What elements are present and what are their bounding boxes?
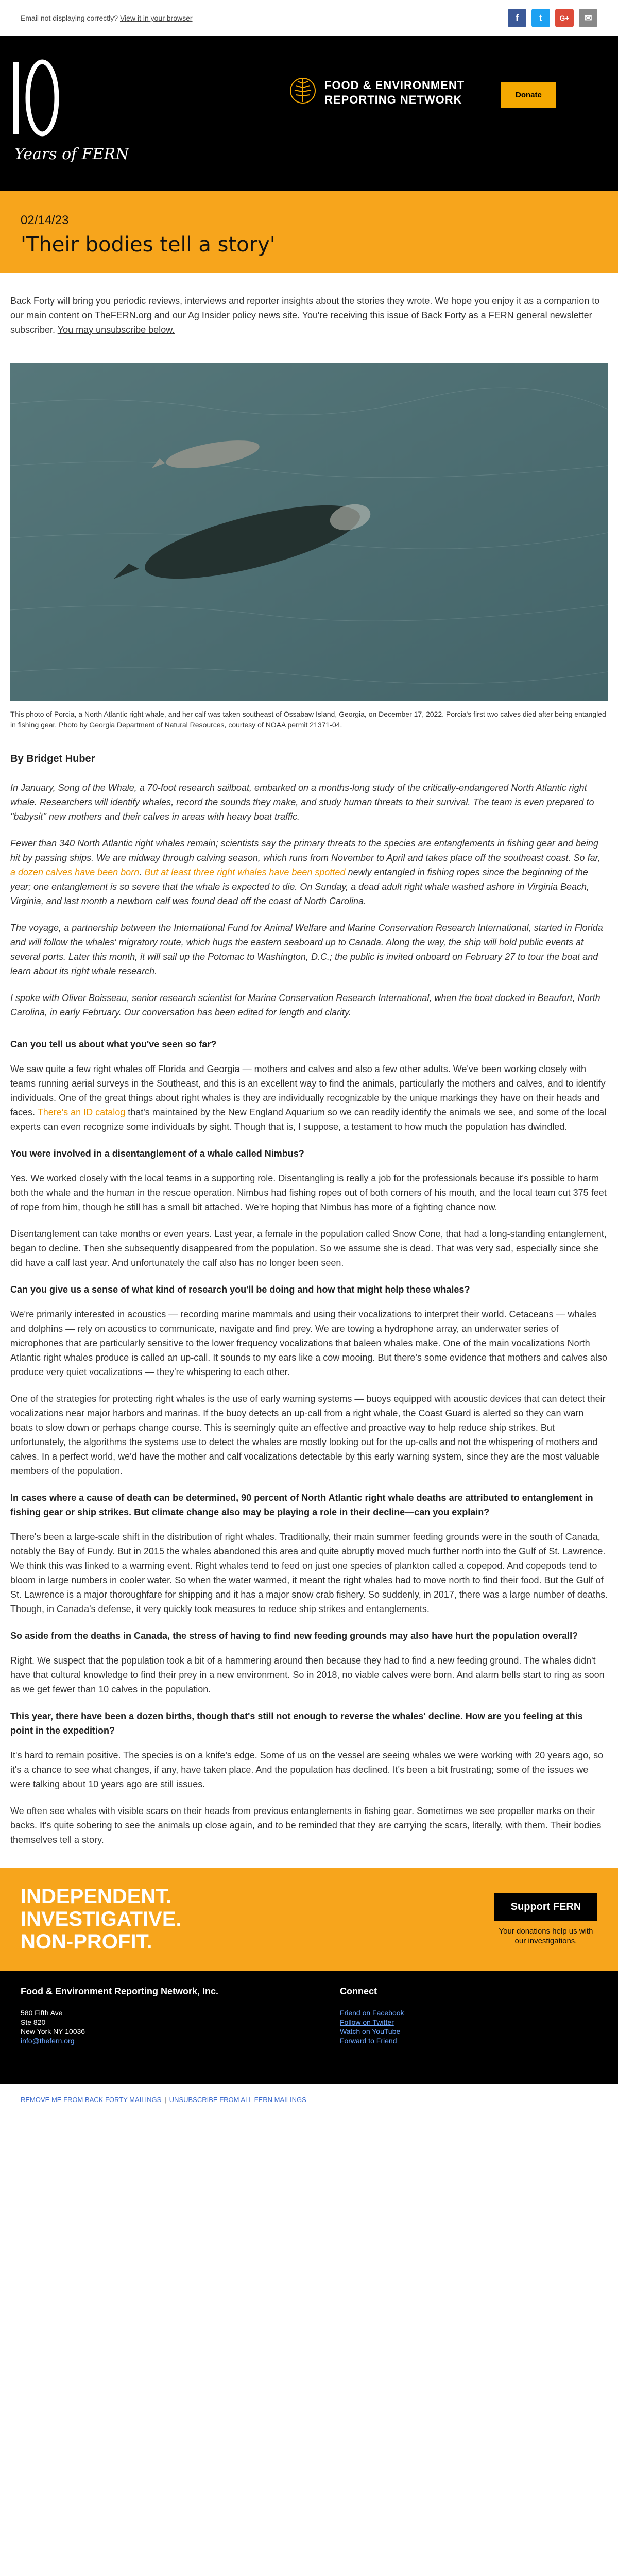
slogan-line-1: INDEPENDENT. — [21, 1885, 172, 1908]
photo-caption: This photo of Porcia, a North Atlantic right whale, and her calf was taken southeast of Ossabaw Island, Georgia, on December 17, 2022. Porcia's first two calves died after being entangled in fishing gear. Photo by Georgia Department of Natural Resources, courtesy of NOAA permit 21371-04. — [10, 710, 606, 729]
unsub-separator: | — [164, 2095, 166, 2104]
question-3: Can you give us a sense of what kind of research you'll be doing and how that might help these whales? — [10, 1284, 470, 1295]
twitter-icon[interactable]: t — [531, 9, 550, 27]
unsubscribe-below-link[interactable]: You may unsubscribe below. — [57, 325, 175, 335]
answer-2b: Disentanglement can take months or even years. Last year, a female in the population called Snow Cone, that had a long-standing entanglement, began to decline. Then she subsequently disappeared from the population. So we assume she is dead. That was very sad, especially since she did have a calf last year. And unfortunately the calf also has no longer been seen. — [10, 1229, 607, 1268]
watch-on-youtube-link[interactable]: Watch on YouTube — [340, 2027, 401, 2036]
intro-italic-2-text-a: Fewer than 340 North Atlantic right whales remain; scientists say the primary threats to the species are entanglements in fishing gear and being hit by passing ships. We are midway through calving season, which runs from November to April and takes place off the southeast coast. So far, — [10, 838, 600, 863]
display-notice: Email not displaying correctly? — [21, 14, 118, 22]
ten-years-logo — [10, 41, 62, 144]
answer-6b: We often see whales with visible scars on their heads from previous entanglements in fishing gear. Sometimes we see propeller marks on their backs. It's quite sobering to see the animals up close again, and to be reminded that they are carrying the scars, literally, with them. Their bodies themselves tell a story. — [10, 1806, 602, 1845]
byline: By Bridget Huber — [10, 753, 95, 765]
preheader — [0, 0, 618, 36]
preheader-text — [21, 14, 193, 22]
intro-italic-2 — [10, 836, 608, 908]
address-line-2: Ste 820 — [21, 2018, 46, 2026]
view-in-browser-link[interactable]: View it in your browser — [119, 14, 193, 22]
answer-4: There's been a large-scale shift in the distribution of right whales. Traditionally, their main summer feeding grounds were in the south of Canada, notably the Bay of Fundy. But in 2015 the whales abandoned this area and quite abruptly moved much further north into the Gulf of St. Lawrence. We think this was linked to a warming event. Right whales tend to feed on just one species of plankton called a copepod. And copepods tend to bloom in large numbers in cooler water. So when the water warmed, it meant the right whales had to move north to find their food. But the Gulf of St. Lawrence is a major thoroughfare for shipping and it has a major snow crab fishery. So suddenly, in 2017, there was a large number of deaths. Though, in Canada's defense, it very quickly took measures to reduce ship strikes and entanglements. — [10, 1532, 608, 1614]
hero-banner — [0, 36, 618, 191]
article-content — [0, 273, 618, 1868]
question-2: You were involved in a disentanglement of a whale called Nimbus? — [10, 1148, 304, 1159]
address-line-3: New York NY 10036 — [21, 2027, 85, 2036]
answer-3: We're primarily interested in acoustics — recording marine mammals and using their vocalizations to interpret their world. Cetaceans — whales and dolphins — rely on acoustics to communicate, navigate and find prey. We are towing a hydrophone array, an underwater series of microphones that are particularly sensitive to the lower frequency vocalizations that baleen whales make. One of the main vocalizations North Atlantic right whales produce is called an up-call. It sounds to my ears like a cow mooing. But there's some evidence that mothers and calves also produce very quiet vocalizations — they're whispering to each other. — [10, 1309, 608, 1377]
remove-from-back-forty-link[interactable]: REMOVE ME FROM BACK FORTY MAILINGS — [21, 2095, 162, 2104]
answer-1-text-b: that's maintained by the New England Aquarium so we can readily identify the animals we see, and some of the local experts can even recognize some individuals by sight. Though that is, I suppose, a testament to how much the population has dwindled. — [10, 1107, 607, 1132]
support-slogan — [21, 1885, 494, 1953]
slogan-line-3: NON-PROFIT. — [21, 1930, 152, 1953]
answer-3b: One of the strategies for protecting right whales is the use of early warning systems — buoys equipped with acoustic devices that can detect their vocalizations near major harbors and marinas. If the buoy detects an up-call from a right whale, the Coast Guard is alerted so they can warn boats to slow down or perhaps change course. This is seemingly quite an effective and proactive way to help reduce ship strikes. But unfortunately, the algorithms the systems use to detect the whales are mostly looking out for the up-calls and not the whispering of mothers and calves. In a perfect world, we'd have the mother and calf vocalizations detectable by this early warning system, since they are the most valuable members of the population. — [10, 1394, 606, 1476]
question-5: So aside from the deaths in Canada, the stress of having to find new feeding grounds may also have hurt the population overall? — [10, 1631, 578, 1641]
title-bar — [0, 191, 618, 273]
fern-logo-icon — [288, 76, 317, 105]
org-name — [324, 78, 465, 107]
google-plus-icon[interactable]: G+ — [555, 9, 574, 27]
footer-email-link[interactable]: info@thefern.org — [21, 2037, 75, 2045]
intro-italic-2-text-b: . — [139, 867, 145, 877]
org-name-line1: FOOD & ENVIRONMENT — [324, 79, 465, 92]
support-cta — [494, 1893, 597, 1946]
whale-photo-image — [10, 363, 608, 701]
footer-org-name: Food & Environment Reporting Network, Inc. — [21, 1986, 219, 1996]
article-title: 'Their bodies tell a story' — [21, 233, 276, 257]
answer-1-text-a: We saw quite a few right whales off Florida and Georgia — mothers and calves and also a few other adults. We've been working closely with teams running aerial surveys in the Southeast, and this is an excellent way to find the animals, particularly the mothers and calves, and to identify individuals. One of the great things about right whales is they are individually recognizable by the unique markings they have on their heads and faces. — [10, 1064, 606, 1117]
slogan-line-2: INVESTIGATIVE. — [21, 1908, 182, 1930]
question-6: This year, there have been a dozen births, though that's still not enough to reverse the whales' decline. How are you feeling at this point in the expedition? — [10, 1711, 583, 1736]
question-4: In cases where a cause of death can be determined, 90 percent of North Atlantic right whale deaths are attributed to entanglement in fishing gear or ship strikes. But climate change also may be playing a role in their decline—can you explain? — [10, 1493, 593, 1517]
connect-title: Connect — [340, 1986, 377, 1996]
id-catalog-link[interactable]: There's an ID catalog — [37, 1107, 126, 1117]
footer — [0, 1971, 618, 2084]
org-name-line2: REPORTING NETWORK — [324, 93, 462, 106]
intro-italic-2-text-c: newly entangled in fishing ropes since the beginning of the year; one entanglement is so severe that the whale is expected to die. On Sunday, a dead adult right whale washed ashore in Virginia Beach, Virginia, and last month a newborn calf was found dead off the coast of North Carolina. — [10, 867, 590, 906]
forward-to-friend-link[interactable]: Forward to Friend — [340, 2037, 397, 2045]
unsubscribe-all-link[interactable]: UNSUBSCRIBE FROM ALL FERN MAILINGS — [169, 2095, 306, 2104]
follow-on-twitter-link[interactable]: Follow on Twitter — [340, 2018, 394, 2026]
intro-italic-1: In January, Song of the Whale, a 70-foot research sailboat, embarked on a months-long study of the critically-endangered North Atlantic right whale. Researchers will identify whales, record the sounds they make, and study human threats to their survival. The team is even prepared to "babysit" new mothers and their calves in areas with heavy boat traffic. — [10, 783, 594, 822]
footer-connect — [340, 1986, 597, 2063]
intro-text: Back Forty will bring you periodic reviews, interviews and reporter insights about the stories they wrote. We hope you enjoy it as a companion to our main content on TheFERN.org and our Ag Insider policy news site. You're receiving this issue of Back Forty as a FERN general newsletter subscriber. — [10, 296, 600, 335]
answer-6: It's hard to remain positive. The species is on a knife's edge. Some of us on the vessel are seeing whales we were working with 20 years ago, so it's a chance to see what changes, if any, have taken place. And the population has declined. It's been a bit frustrating; some of the issues we were talking about 10 years ago are still issues. — [10, 1750, 604, 1789]
three-whales-spotted-link[interactable]: But at least three right whales have been spotted — [144, 867, 346, 877]
years-of-fern: Years of FERN — [14, 145, 129, 163]
answer-1 — [10, 1062, 608, 1134]
support-fern-button[interactable]: Support FERN — [494, 1893, 597, 1921]
intro-italic-3: The voyage, a partnership between the International Fund for Animal Welfare and Marine Conservation Research International, started in Florida and will follow the whales' migratory route, which hugs the eastern seaboard up to Canada. Along the way, the ship will hold public events at several ports. Later this month, it will sail up the Potomac to Washington, D.C.; the public is invited onboard on February 27 to tour the boat and learn about its right whale research. — [10, 923, 603, 976]
email-icon[interactable]: ✉ — [579, 9, 597, 27]
footer-org — [21, 1986, 340, 2063]
answer-5: Right. We suspect that the population took a bit of a hammering around then because they had to find a new feeding ground. The whales didn't have that cultural knowledge to find their prey in a new environment. So in 2018, no viable calves were born. And alarm bells start to ring as soon as we get fewer than 10 calves in the population. — [10, 1655, 605, 1694]
donate-button[interactable]: Donate — [501, 82, 556, 108]
social-icons — [508, 9, 597, 27]
facebook-icon[interactable]: f — [508, 9, 526, 27]
intro-paragraph — [10, 294, 608, 337]
question-1: Can you tell us about what you've seen so far? — [10, 1039, 217, 1049]
dozen-calves-link[interactable]: a dozen calves have been born — [10, 867, 140, 877]
friend-on-facebook-link[interactable]: Friend on Facebook — [340, 2009, 404, 2017]
donation-help-text: Your donations help us with our investigations. — [499, 1926, 593, 1945]
issue-date: 02/14/23 — [21, 213, 69, 227]
answer-2: Yes. We worked closely with the local teams in a supporting role. Disentangling is really a job for the professionals because it's possible to harm both the whale and the human in the rescue operation. Nimbus had fishing ropes out of both corners of his mouth, and the local team cut 375 feet of rope from him, though he still has a small bit attached. We're hoping that Nimbus has more of a fighting chance now. — [10, 1173, 607, 1212]
intro-italic-4: I spoke with Oliver Boisseau, senior research scientist for Marine Conservation Research International, when the boat docked in Beaufort, North Carolina, in early February. Our conversation has been edited for length and clarity. — [10, 993, 600, 1018]
unsubscribe-bar — [0, 2084, 618, 2115]
whale-photo — [10, 363, 608, 701]
address-line-1: 580 Fifth Ave — [21, 2009, 63, 2017]
support-banner — [0, 1868, 618, 1971]
